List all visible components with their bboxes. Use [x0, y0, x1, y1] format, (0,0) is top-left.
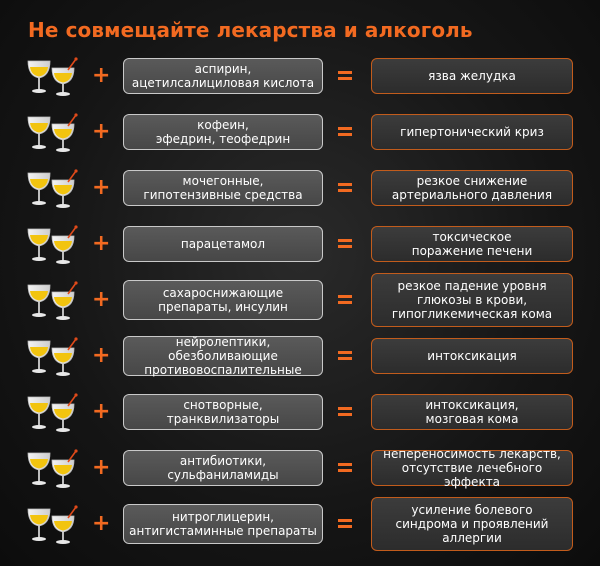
page-title: Не совмещайте лекарства и алкоголь: [28, 18, 473, 42]
plus-icon: +: [92, 455, 111, 480]
equals-icon: [338, 463, 356, 473]
plus-icon: +: [92, 343, 111, 368]
result-box: резкое снижение артериального давления: [371, 170, 573, 206]
equals-icon: [338, 295, 356, 305]
plus-icon: +: [92, 511, 111, 536]
plus-icon: +: [92, 399, 111, 424]
wine-glasses-icon: [24, 168, 82, 210]
result-box: токсическое поражение печени: [371, 226, 573, 262]
plus-icon: +: [92, 231, 111, 256]
wine-glasses-icon: [24, 448, 82, 490]
list-item: [0, 48, 600, 104]
equals-icon: [338, 351, 356, 361]
wine-glasses-icon: [24, 280, 82, 322]
drug-box: аспирин, ацетилсалициловая кислота: [123, 58, 323, 94]
result-box: интоксикация: [371, 338, 573, 374]
result-box: интоксикация, мозговая кома: [371, 394, 573, 430]
equals-icon: [338, 407, 356, 417]
result-box: усиление болевого синдрома и проявлений аллергии: [371, 497, 573, 551]
list-item: [0, 384, 600, 440]
plus-icon: +: [92, 63, 111, 88]
list-item: [0, 104, 600, 160]
drug-box: мочегонные, гипотензивные средства: [123, 170, 323, 206]
list-item: [0, 496, 600, 552]
result-box: непереносимость лекарств, отсутствие лечебного эффекта: [371, 450, 573, 486]
wine-glasses-icon: [24, 56, 82, 98]
list-item: [0, 328, 600, 384]
drug-box: сахароснижающие препараты, инсулин: [123, 280, 323, 320]
equals-icon: [338, 183, 356, 193]
wine-glasses-icon: [24, 224, 82, 266]
result-box: резкое падение уровня глюкозы в крови, гипогликемическая кома: [371, 273, 573, 327]
list-item: [0, 160, 600, 216]
drug-box: нитроглицерин, антигистаминные препараты: [123, 504, 323, 544]
equals-icon: [338, 239, 356, 249]
drug-box: снотворные, транквилизаторы: [123, 394, 323, 430]
equals-icon: [338, 127, 356, 137]
drug-box: нейролептики, обезболивающие противовоспалительные: [123, 336, 323, 376]
wine-glasses-icon: [24, 112, 82, 154]
result-box: гипертонический криз: [371, 114, 573, 150]
list-item: [0, 440, 600, 496]
plus-icon: +: [92, 287, 111, 312]
plus-icon: +: [92, 175, 111, 200]
list-item: [0, 216, 600, 272]
equals-icon: [338, 519, 356, 529]
drug-box: антибиотики, сульфаниламиды: [123, 450, 323, 486]
result-box: язва желудка: [371, 58, 573, 94]
drug-box: кофеин, эфедрин, теофедрин: [123, 114, 323, 150]
list-item: [0, 272, 600, 328]
wine-glasses-icon: [24, 336, 82, 378]
wine-glasses-icon: [24, 392, 82, 434]
equals-icon: [338, 71, 356, 81]
plus-icon: +: [92, 119, 111, 144]
wine-glasses-icon: [24, 504, 82, 546]
drug-box: парацетамол: [123, 226, 323, 262]
